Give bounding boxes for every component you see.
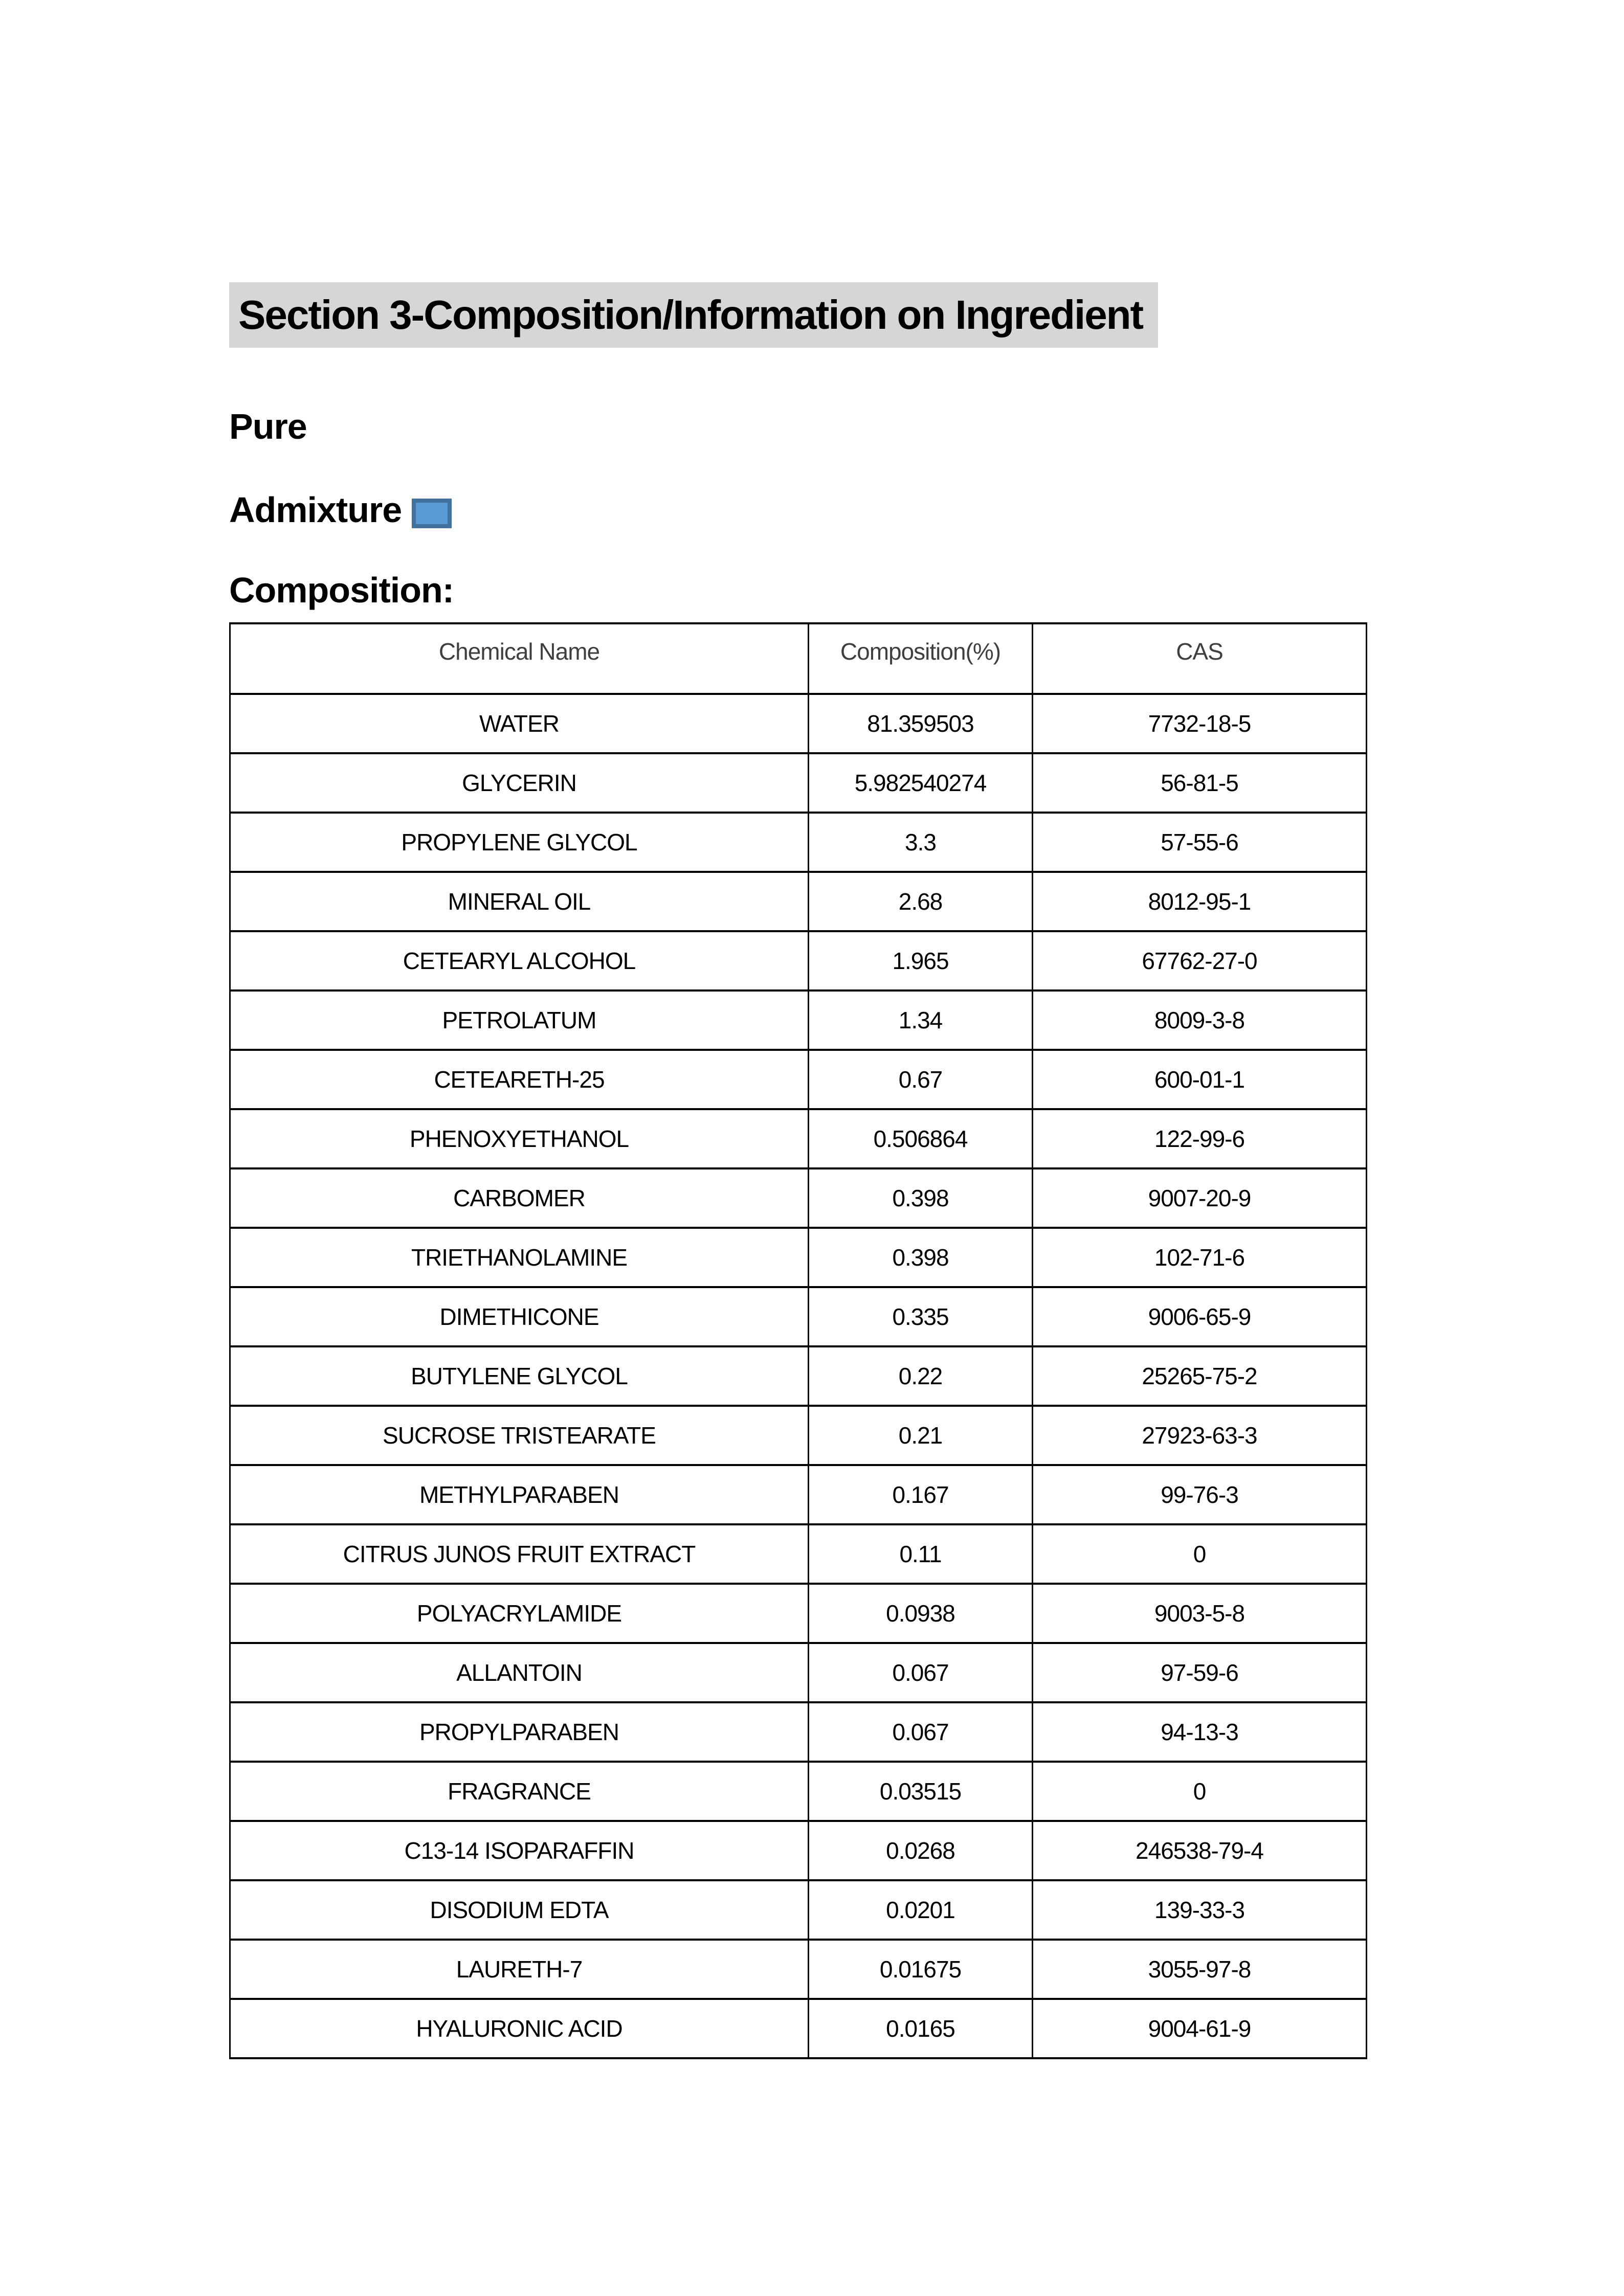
chemical-name-cell: WATER (230, 694, 809, 753)
composition-percent-cell: 0.398 (809, 1228, 1033, 1287)
table-row (230, 1346, 1367, 1406)
composition-percent-cell: 0.11 (809, 1524, 1033, 1584)
admixture-label: Admixture (229, 490, 402, 530)
table-row (230, 1050, 1367, 1109)
chemical-name-cell: PROPYLPARABEN (230, 1702, 809, 1762)
chemical-name-cell: SUCROSE TRISTEARATE (230, 1406, 809, 1465)
composition-percent-cell: 0.22 (809, 1346, 1033, 1406)
cas-number-cell: 94-13-3 (1033, 1702, 1367, 1762)
composition-percent-cell: 5.982540274 (809, 753, 1033, 813)
table-row (230, 991, 1367, 1050)
table-row (230, 1287, 1367, 1346)
composition-table-body (230, 694, 1367, 2058)
cas-number-cell: 9006-65-9 (1033, 1287, 1367, 1346)
table-row (230, 1109, 1367, 1168)
column-header-composition-percent: Composition(%) (809, 623, 1033, 694)
cas-number-cell: 3055-97-8 (1033, 1940, 1367, 1999)
cas-number-cell: 25265-75-2 (1033, 1346, 1367, 1406)
composition-percent-cell: 0.398 (809, 1168, 1033, 1228)
admixture-row (229, 490, 1624, 530)
chemical-name-cell: TRIETHANOLAMINE (230, 1228, 809, 1287)
chemical-name-cell: BUTYLENE GLYCOL (230, 1346, 809, 1406)
table-row (230, 1465, 1367, 1524)
cas-number-cell: 246538-79-4 (1033, 1821, 1367, 1880)
cas-number-cell: 0 (1033, 1762, 1367, 1821)
table-row (230, 1406, 1367, 1465)
chemical-name-cell: CETEARYL ALCOHOL (230, 931, 809, 991)
cas-number-cell: 8012-95-1 (1033, 872, 1367, 931)
cas-number-cell: 9007-20-9 (1033, 1168, 1367, 1228)
table-row (230, 1762, 1367, 1821)
table-row (230, 1228, 1367, 1287)
table-row (230, 1584, 1367, 1643)
table-row (230, 1524, 1367, 1584)
composition-label: Composition: (229, 570, 454, 610)
table-row (230, 694, 1367, 753)
table-row (230, 1880, 1367, 1940)
chemical-name-cell: PETROLATUM (230, 991, 809, 1050)
cas-number-cell: 8009-3-8 (1033, 991, 1367, 1050)
admixture-checkbox[interactable] (412, 499, 452, 528)
chemical-name-cell: DIMETHICONE (230, 1287, 809, 1346)
composition-percent-cell: 0.067 (809, 1702, 1033, 1762)
chemical-name-cell: CARBOMER (230, 1168, 809, 1228)
composition-percent-cell: 0.0201 (809, 1880, 1033, 1940)
table-row (230, 1168, 1367, 1228)
chemical-name-cell: ALLANTOIN (230, 1643, 809, 1702)
composition-percent-cell: 0.067 (809, 1643, 1033, 1702)
chemical-name-cell: PROPYLENE GLYCOL (230, 813, 809, 872)
column-header-cas: CAS (1033, 623, 1367, 694)
table-row (230, 872, 1367, 931)
chemical-name-cell: METHYLPARABEN (230, 1465, 809, 1524)
table-row (230, 753, 1367, 813)
composition-percent-cell: 2.68 (809, 872, 1033, 931)
chemical-name-cell: CITRUS JUNOS FRUIT EXTRACT (230, 1524, 809, 1584)
composition-percent-cell: 0.01675 (809, 1940, 1033, 1999)
composition-table (229, 622, 1367, 2059)
composition-percent-cell: 1.34 (809, 991, 1033, 1050)
cas-number-cell: 102-71-6 (1033, 1228, 1367, 1287)
composition-percent-cell: 0.0165 (809, 1999, 1033, 2058)
composition-percent-cell: 3.3 (809, 813, 1033, 872)
cas-number-cell: 67762-27-0 (1033, 931, 1367, 991)
table-row (230, 1821, 1367, 1880)
composition-percent-cell: 0.0938 (809, 1584, 1033, 1643)
chemical-name-cell: HYALURONIC ACID (230, 1999, 809, 2058)
composition-percent-cell: 0.67 (809, 1050, 1033, 1109)
cas-number-cell: 122-99-6 (1033, 1109, 1367, 1168)
chemical-name-cell: C13-14 ISOPARAFFIN (230, 1821, 809, 1880)
cas-number-cell: 9004-61-9 (1033, 1999, 1367, 2058)
composition-percent-cell: 0.167 (809, 1465, 1033, 1524)
chemical-name-cell: MINERAL OIL (230, 872, 809, 931)
chemical-name-cell: DISODIUM EDTA (230, 1880, 809, 1940)
column-header-chemical-name: Chemical Name (230, 623, 809, 694)
composition-percent-cell: 0.0268 (809, 1821, 1033, 1880)
table-header-row (230, 623, 1367, 694)
composition-percent-cell: 0.506864 (809, 1109, 1033, 1168)
pure-label: Pure (229, 407, 307, 446)
chemical-name-cell: LAURETH-7 (230, 1940, 809, 1999)
cas-number-cell: 139-33-3 (1033, 1880, 1367, 1940)
composition-percent-cell: 0.21 (809, 1406, 1033, 1465)
page-title: Section 3-Composition/Information on Ingredient (229, 282, 1158, 348)
cas-number-cell: 56-81-5 (1033, 753, 1367, 813)
chemical-name-cell: GLYCERIN (230, 753, 809, 813)
chemical-name-cell: PHENOXYETHANOL (230, 1109, 809, 1168)
cas-number-cell: 7732-18-5 (1033, 694, 1367, 753)
chemical-name-cell: POLYACRYLAMIDE (230, 1584, 809, 1643)
chemical-name-cell: FRAGRANCE (230, 1762, 809, 1821)
table-row (230, 931, 1367, 991)
table-row (230, 813, 1367, 872)
composition-percent-cell: 1.965 (809, 931, 1033, 991)
table-row (230, 1940, 1367, 1999)
cas-number-cell: 99-76-3 (1033, 1465, 1367, 1524)
table-row (230, 1643, 1367, 1702)
composition-percent-cell: 0.03515 (809, 1762, 1033, 1821)
cas-number-cell: 27923-63-3 (1033, 1406, 1367, 1465)
cas-number-cell: 600-01-1 (1033, 1050, 1367, 1109)
cas-number-cell: 57-55-6 (1033, 813, 1367, 872)
cas-number-cell: 97-59-6 (1033, 1643, 1367, 1702)
table-row (230, 1702, 1367, 1762)
cas-number-cell: 9003-5-8 (1033, 1584, 1367, 1643)
composition-percent-cell: 0.335 (809, 1287, 1033, 1346)
table-row (230, 1999, 1367, 2058)
cas-number-cell: 0 (1033, 1524, 1367, 1584)
composition-percent-cell: 81.359503 (809, 694, 1033, 753)
chemical-name-cell: CETEARETH-25 (230, 1050, 809, 1109)
